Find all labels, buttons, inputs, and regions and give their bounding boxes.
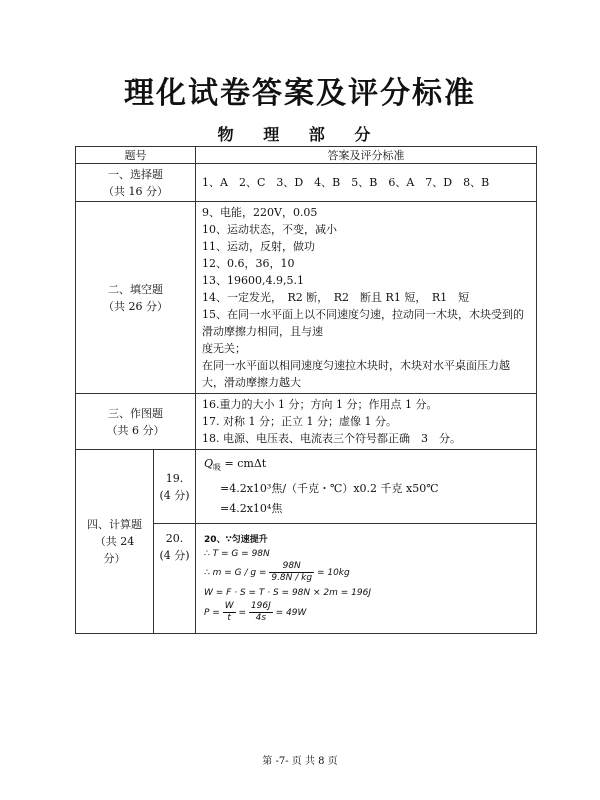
answer-line: 16.重力的大小 1 分；方向 1 分；作用点 1 分。 <box>202 398 438 411</box>
q20-line-3: W = F · S = T · S = 98N × 2m = 196J <box>204 587 371 598</box>
answer-table <box>75 146 537 634</box>
section-choice-points: （共 16 分） <box>103 184 168 198</box>
table-row-choice <box>76 164 537 202</box>
answer-line: 9、电能，220V，0.05 <box>202 206 318 219</box>
fraction-numerator: 196J <box>250 600 271 611</box>
section-fill-name: 二、填空题 <box>108 282 163 296</box>
section-calc-points-unit: 分） <box>103 552 126 565</box>
q20-l2-pre: ∴ m = G / g = <box>204 567 267 578</box>
q19-line-1 <box>204 454 528 478</box>
section-calc-points: （共 24 <box>94 535 135 548</box>
answer-line: 度无关； <box>202 342 246 355</box>
header-answer: 答案及评分标准 <box>196 147 537 164</box>
table-row-calc-19 <box>76 450 537 524</box>
question-19-label <box>154 450 196 524</box>
answer-line: 15、在同一水平面上以不同速度匀速，拉动同一木块，木块受到的滑动摩擦力相同，且与速 <box>202 308 524 338</box>
answer-line: 12、0.6，36，10 <box>202 257 295 270</box>
section-calc-label <box>76 450 154 634</box>
section-fill-label <box>76 202 196 394</box>
answer-line: 11、运动，反射，做功 <box>202 240 315 253</box>
q20-line-1: ∴ T = G = 98N <box>204 548 270 559</box>
q20-fraction-power <box>249 601 273 624</box>
fraction-denominator: 9.8N / kg <box>271 572 313 583</box>
fraction-denominator: t <box>227 612 231 623</box>
q20-head: 20、∵匀速提升 <box>204 534 268 545</box>
table-header-row <box>76 147 537 164</box>
section-drawing-points: （共 6 分） <box>106 423 165 437</box>
question-20-number: 20. <box>165 532 184 545</box>
question-19-score: (4 分) <box>159 488 190 502</box>
section-choice-name: 一、选择题 <box>108 167 163 181</box>
section-fill-points: （共 26 分） <box>103 299 168 313</box>
q19-formula: = cmΔt <box>221 457 267 471</box>
fraction-denominator: 4s <box>255 612 267 623</box>
section-drawing-name: 三、作图题 <box>108 406 163 420</box>
answer-line: 18. 电源、电压表、电流表三个符号都正确 3 分。 <box>202 432 461 445</box>
section-subtitle: 物 理 部 分 <box>217 125 383 144</box>
section-drawing-label <box>76 394 196 450</box>
header-question: 题号 <box>76 147 196 164</box>
question-19-answer <box>196 450 537 524</box>
question-19-number: 19. <box>165 471 184 485</box>
answer-line: 13、19600,4.9,5.1 <box>202 274 304 287</box>
q20-l2-post: = 10kg <box>316 567 350 578</box>
q20-line-2 <box>204 561 528 585</box>
q20-l4-mid: = <box>238 607 247 618</box>
page-title: 理化试卷答案及评分标准 <box>124 76 476 111</box>
fraction-numerator: W <box>224 600 234 611</box>
q19-q-symbol: Q <box>204 457 214 471</box>
answer-line: 17. 对称 1 分；正立 1 分；虚像 1 分。 <box>202 415 397 428</box>
table-row-drawing <box>76 394 537 450</box>
answer-line: 10、运动状态，不变，减小 <box>202 223 337 236</box>
table-row-fill <box>76 202 537 394</box>
question-20-label <box>154 524 196 634</box>
q19-line-3: =4.2x10⁴焦 <box>220 501 283 515</box>
section-drawing-answer <box>196 394 537 450</box>
q19-q-subscript: 吸 <box>213 463 222 473</box>
question-20-answer <box>196 524 537 634</box>
page-footer: 第 -7- 页 共 8 页 <box>262 756 338 767</box>
section-choice-answer: 1、A 2、C 3、D 4、B 5、B 6、A 7、D 8、B <box>196 164 537 202</box>
q20-fraction-wt <box>223 601 236 624</box>
q20-fraction-mass <box>269 561 314 584</box>
q20-l4-post: = 49W <box>275 607 307 618</box>
q20-l4-pre: P = <box>204 607 220 618</box>
section-fill-answer <box>196 202 537 394</box>
section-choice-label <box>76 164 196 202</box>
answer-line: 14、一定发光， R2 断， R2 断且 R1 短， R1 短 <box>202 291 470 304</box>
section-calc-name: 四、计算题 <box>87 518 142 531</box>
q19-line-2: =4.2x10³焦/（千克・℃）x0.2 千克 x50℃ <box>220 481 439 495</box>
answer-line: 在同一水平面以相同速度匀速拉木块时，木块对水平桌面压力越大，滑动摩擦力越大 <box>202 359 510 389</box>
question-20-score: (4 分) <box>159 549 190 562</box>
fraction-numerator: 98N <box>269 561 314 573</box>
q20-line-4 <box>204 601 528 625</box>
